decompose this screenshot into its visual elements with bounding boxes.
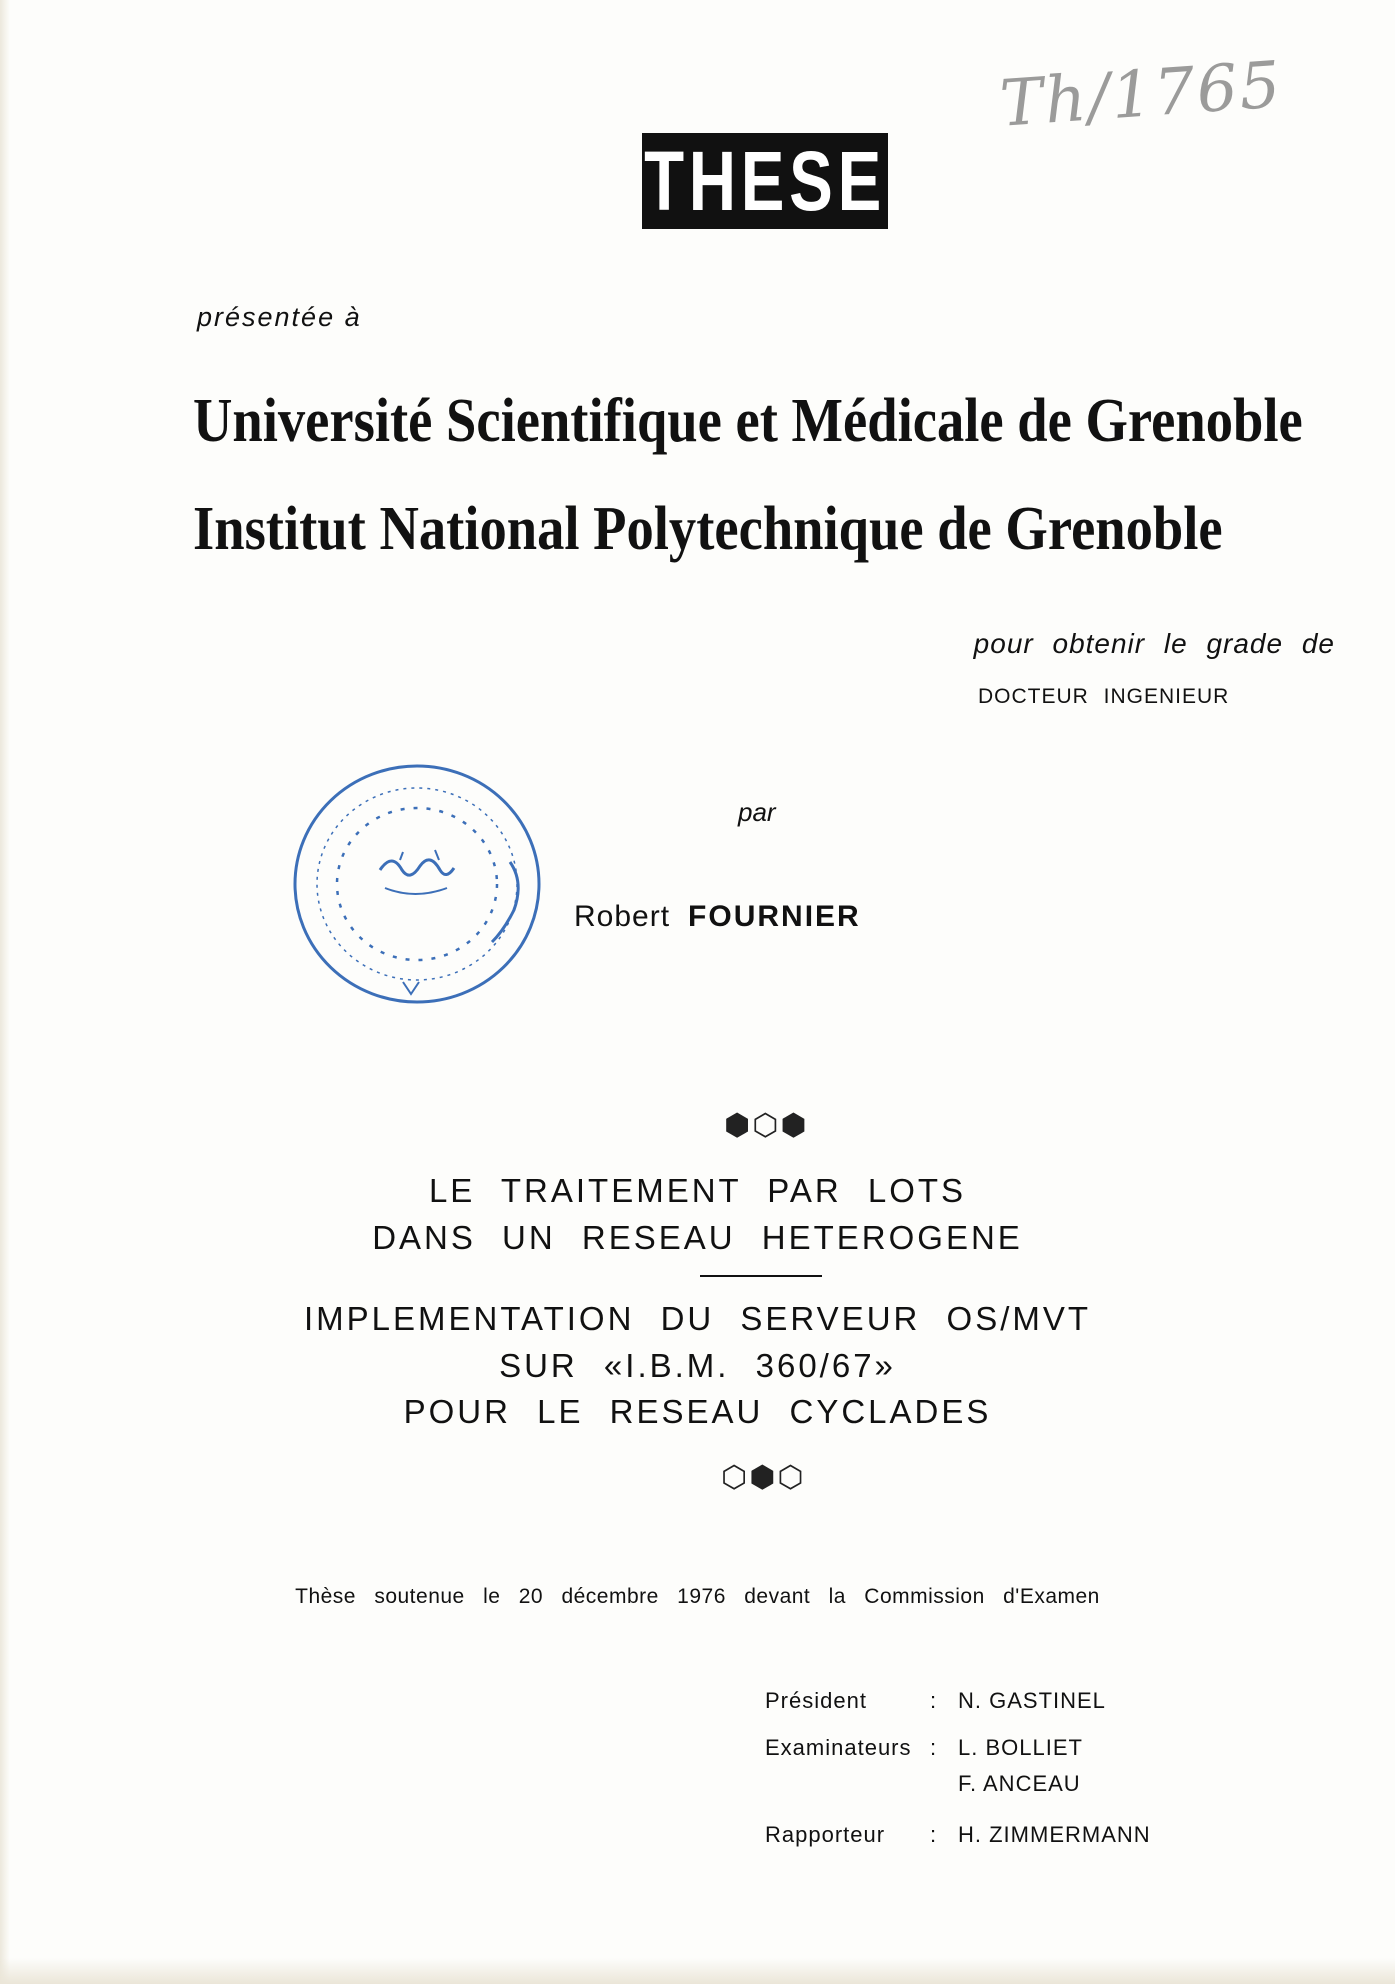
jury-separator: : bbox=[930, 1735, 937, 1760]
degree-title: DOCTEUR INGENIEUR bbox=[978, 685, 1230, 708]
author-first-name: Robert bbox=[574, 900, 671, 933]
thesis-subtitle-line-2: SUR «I.B.M. 360/67» bbox=[499, 1347, 896, 1384]
author-name bbox=[574, 900, 861, 934]
jury-president-name: N. GASTINEL bbox=[958, 1688, 1106, 1713]
par-label: par bbox=[738, 797, 776, 827]
jury-rapporteur-label: Rapporteur bbox=[765, 1822, 886, 1847]
these-title: THESE bbox=[644, 134, 886, 228]
thesis-subtitle-line-3: POUR LE RESEAU CYCLADES bbox=[403, 1393, 992, 1430]
author-last-name: FOURNIER bbox=[688, 900, 861, 933]
paper-edge-shadow bbox=[0, 0, 10, 1984]
ornament-bottom-icon: ⬡⬢⬡ bbox=[721, 1461, 806, 1494]
jury-president-label: Président bbox=[765, 1688, 867, 1713]
jury-examinateur-2: F. ANCEAU bbox=[958, 1771, 1081, 1796]
library-stamp bbox=[285, 752, 555, 1012]
institution-2: Institut National Polytechnique de Grenoble bbox=[193, 495, 1223, 563]
jury-examinateur-1: L. BOLLIET bbox=[958, 1735, 1083, 1760]
jury-examinateurs-label: Examinateurs bbox=[765, 1735, 912, 1760]
grade-intro: pour obtenir le grade de bbox=[973, 628, 1335, 659]
presentee-label: présentée à bbox=[197, 302, 362, 332]
handwritten-archive-mark: Th/1765 bbox=[997, 48, 1285, 142]
thesis-subtitle-line-1: IMPLEMENTATION DU SERVEUR OS/MVT bbox=[303, 1300, 1092, 1337]
these-banner bbox=[642, 133, 888, 229]
ornament-top-icon: ⬢⬡⬢ bbox=[724, 1109, 809, 1142]
title-divider bbox=[700, 1275, 822, 1277]
jury-separator: : bbox=[930, 1688, 937, 1713]
institution-1: Université Scientifique et Médicale de Grenoble bbox=[193, 387, 1303, 455]
jury-rapporteur-name: H. ZIMMERMANN bbox=[958, 1822, 1151, 1847]
jury-separator: : bbox=[930, 1822, 937, 1847]
thesis-title-line-1: LE TRAITEMENT PAR LOTS bbox=[428, 1172, 967, 1209]
thesis-title-line-2: DANS UN RESEAU HETEROGENE bbox=[372, 1219, 1023, 1256]
defense-statement: Thèse soutenue le 20 décembre 1976 devant la Commission d'Examen bbox=[295, 1585, 1100, 1608]
